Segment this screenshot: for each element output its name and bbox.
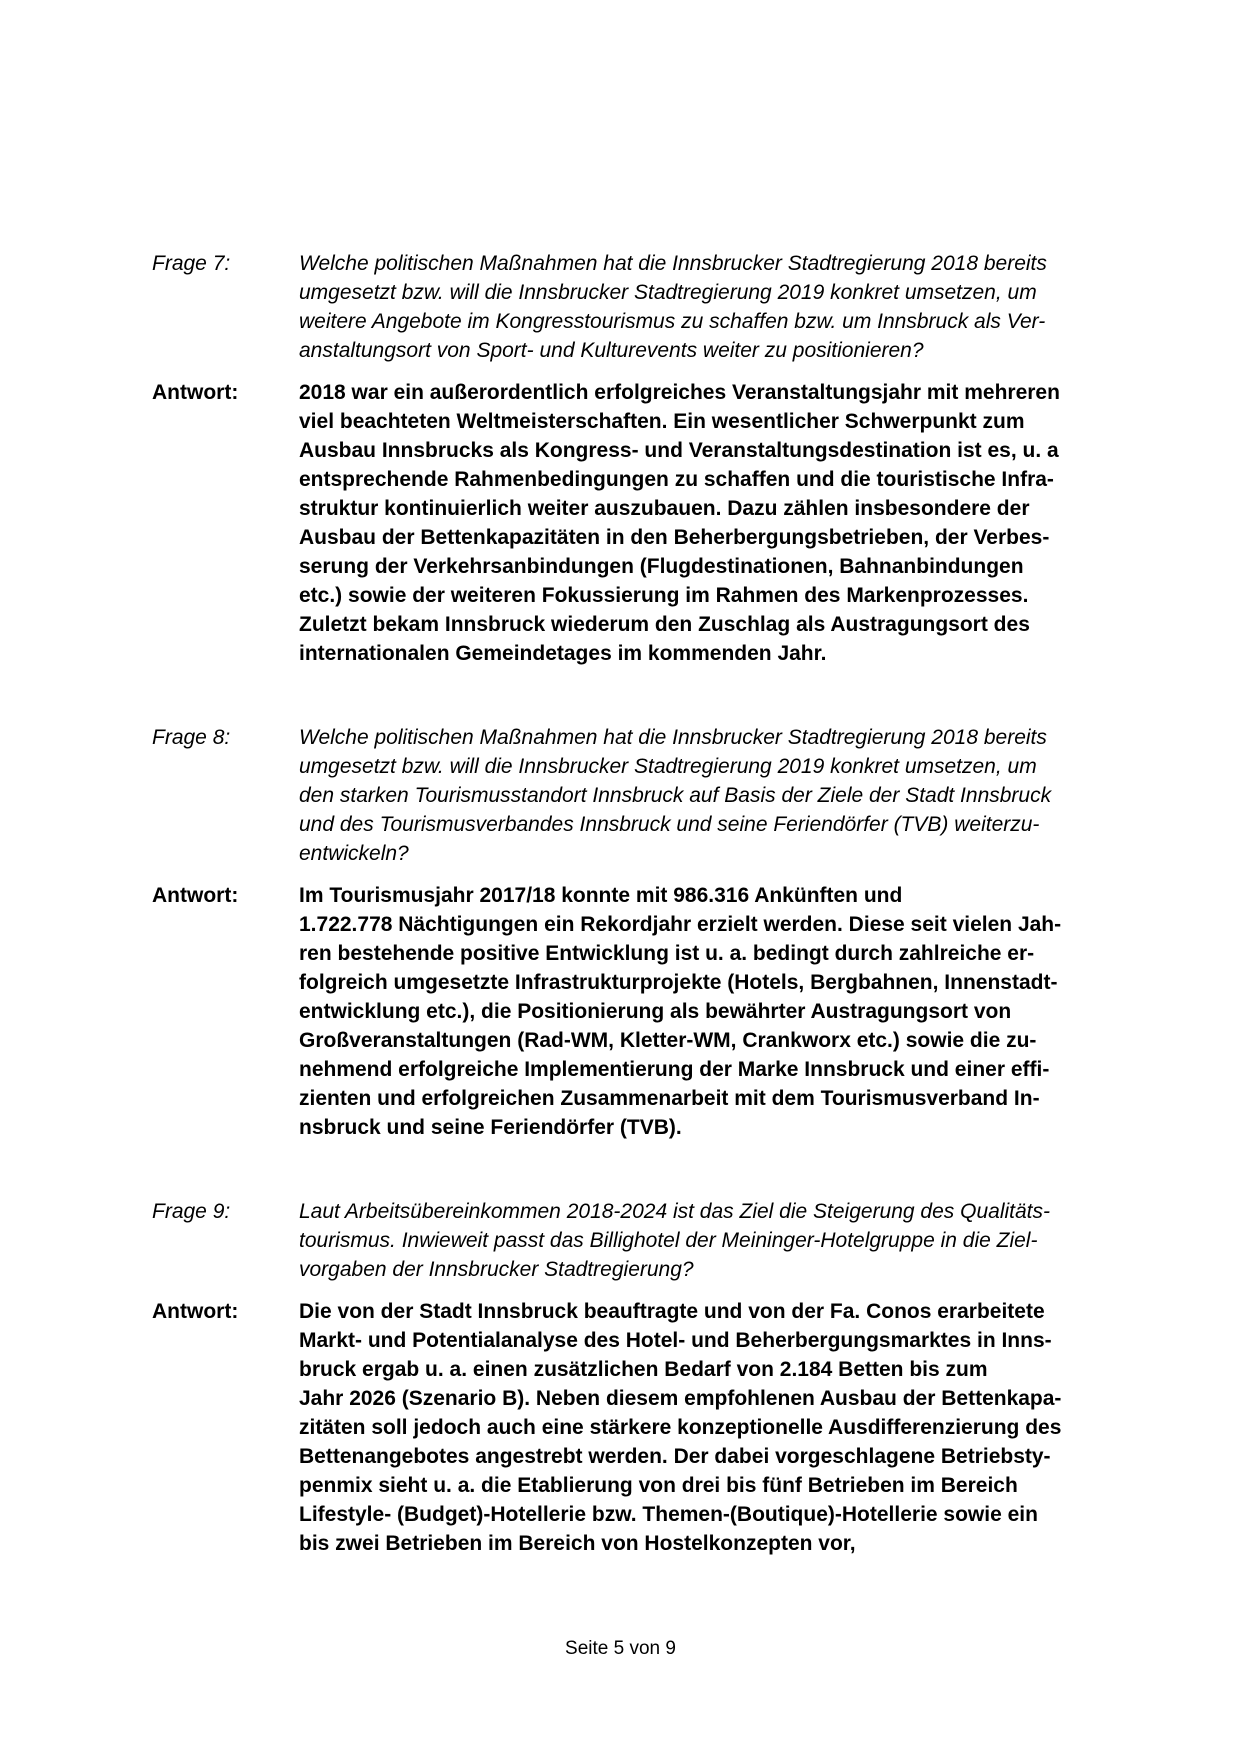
answer-text-line: internationalen Gemeindetages im kommenden Jahr. <box>299 642 827 665</box>
answer-text-line: viel beachteten Weltmeisterschaften. Ein wesentlicher Schwerpunkt zum <box>299 410 1025 433</box>
question-text-line: umgesetzt bzw. will die Innsbrucker Stadtregierung 2019 konkret umsetzen, um <box>299 281 1037 304</box>
answer-text-line: nehmend erfolgreiche Implementierung der Marke Innsbruck und einer effi- <box>299 1058 1050 1081</box>
answer-text-line: 2018 war ein außerordentlich erfolgreiches Veranstaltungsjahr mit mehreren <box>299 381 1060 404</box>
question-text-line: den starken Tourismusstandort Innsbruck auf Basis der Ziele der Stadt Innsbruck <box>299 784 1052 807</box>
question-text-line: Welche politischen Maßnahmen hat die Innsbrucker Stadtregierung 2018 bereits <box>299 726 1047 749</box>
answer-text-line: zitäten soll jedoch auch eine stärkere konzeptionelle Ausdifferenzierung des <box>299 1416 1062 1439</box>
question-label: Frage 9: <box>152 1200 231 1223</box>
answer-text-line: Jahr 2026 (Szenario B). Neben diesem empfohlenen Ausbau der Bettenkapa- <box>299 1387 1062 1410</box>
answer-text-line: zienten und erfolgreichen Zusammenarbeit mit dem Tourismusverband In- <box>299 1087 1040 1110</box>
question-text-line: Welche politischen Maßnahmen hat die Innsbrucker Stadtregierung 2018 bereits <box>299 252 1047 275</box>
question-text-line: entwickeln? <box>299 842 409 865</box>
question-text-line: weitere Angebote im Kongresstourismus zu schaffen bzw. um Innsbruck als Ver- <box>299 310 1046 333</box>
answer-text-line: ren bestehende positive Entwicklung ist u. a. bedingt durch zahlreiche er- <box>299 942 1035 965</box>
answer-text-line: Markt- und Potentialanalyse des Hotel- und Beherbergungsmarktes in Inns- <box>299 1329 1052 1352</box>
answer-text-line: Zuletzt bekam Innsbruck wiederum den Zuschlag als Austragungsort des <box>299 613 1030 636</box>
answer-text-line: Ausbau der Bettenkapazitäten in den Beherbergungsbetrieben, der Verbes- <box>299 526 1050 549</box>
answer-text-line: folgreich umgesetzte Infrastrukturprojekte (Hotels, Bergbahnen, Innenstadt- <box>299 971 1058 994</box>
page-number-footer: Seite 5 von 9 <box>565 1638 676 1659</box>
answer-text-line: entwicklung etc.), die Positionierung als bewährter Austragungsort von <box>299 1000 1012 1023</box>
question-text-line: vorgaben der Innsbrucker Stadtregierung? <box>299 1258 694 1281</box>
answer-text-line: entsprechende Rahmenbedingungen zu schaffen und die touristische Infra- <box>299 468 1054 491</box>
answer-text-line: Bettenangebotes angestrebt werden. Der dabei vorgeschlagene Betriebsty- <box>299 1445 1051 1468</box>
answer-text-line: Die von der Stadt Innsbruck beauftragte und von der Fa. Conos erarbeitete <box>299 1300 1045 1323</box>
question-text-line: und des Tourismusverbandes Innsbruck und seine Feriendörfer (TVB) weiterzu- <box>299 813 1040 836</box>
answer-text-line: nsbruck und seine Feriendörfer (TVB). <box>299 1116 682 1139</box>
answer-text-line: bruck ergab u. a. einen zusätzlichen Bedarf von 2.184 Betten bis zum <box>299 1358 988 1381</box>
answer-text-line: etc.) sowie der weiteren Fokussierung im Rahmen des Markenprozesses. <box>299 584 1029 607</box>
answer-text-line: penmix sieht u. a. die Etablierung von drei bis fünf Betrieben im Bereich <box>299 1474 1018 1497</box>
answer-text-line: Großveranstaltungen (Rad-WM, Kletter-WM, Crankworx etc.) sowie die zu- <box>299 1029 1037 1052</box>
question-text-line: umgesetzt bzw. will die Innsbrucker Stadtregierung 2019 konkret umsetzen, um <box>299 755 1037 778</box>
question-text-line: Laut Arbeitsübereinkommen 2018-2024 ist das Ziel die Steigerung des Qualitäts- <box>299 1200 1050 1223</box>
answer-text-line: Lifestyle- (Budget)-Hotellerie bzw. Themen-(Boutique)-Hotellerie sowie ein <box>299 1503 1038 1526</box>
answer-text-line: Ausbau Innsbrucks als Kongress- und Veranstaltungsdestination ist es, u. a <box>299 439 1059 462</box>
answer-text-line: struktur kontinuierlich weiter auszubauen. Dazu zählen insbesondere der <box>299 497 1030 520</box>
question-text-line: anstaltungsort von Sport- und Kulturevents weiter zu positionieren? <box>299 339 924 362</box>
question-label: Frage 7: <box>152 252 231 275</box>
answer-text-line: serung der Verkehrsanbindungen (Flugdestinationen, Bahnanbindungen <box>299 555 1024 578</box>
answer-label: Antwort: <box>152 1300 239 1323</box>
answer-label: Antwort: <box>152 381 239 404</box>
question-text-line: tourismus. Inwieweit passt das Billighotel der Meininger-Hotelgruppe in die Ziel- <box>299 1229 1038 1252</box>
answer-text-line: bis zwei Betrieben im Bereich von Hostelkonzepten vor, <box>299 1532 856 1555</box>
answer-text-line: Im Tourismusjahr 2017/18 konnte mit 986.316 Ankünften und <box>299 884 903 907</box>
answer-text-line: 1.722.778 Nächtigungen ein Rekordjahr erzielt werden. Diese seit vielen Jah- <box>299 913 1062 936</box>
question-label: Frage 8: <box>152 726 231 749</box>
answer-label: Antwort: <box>152 884 239 907</box>
